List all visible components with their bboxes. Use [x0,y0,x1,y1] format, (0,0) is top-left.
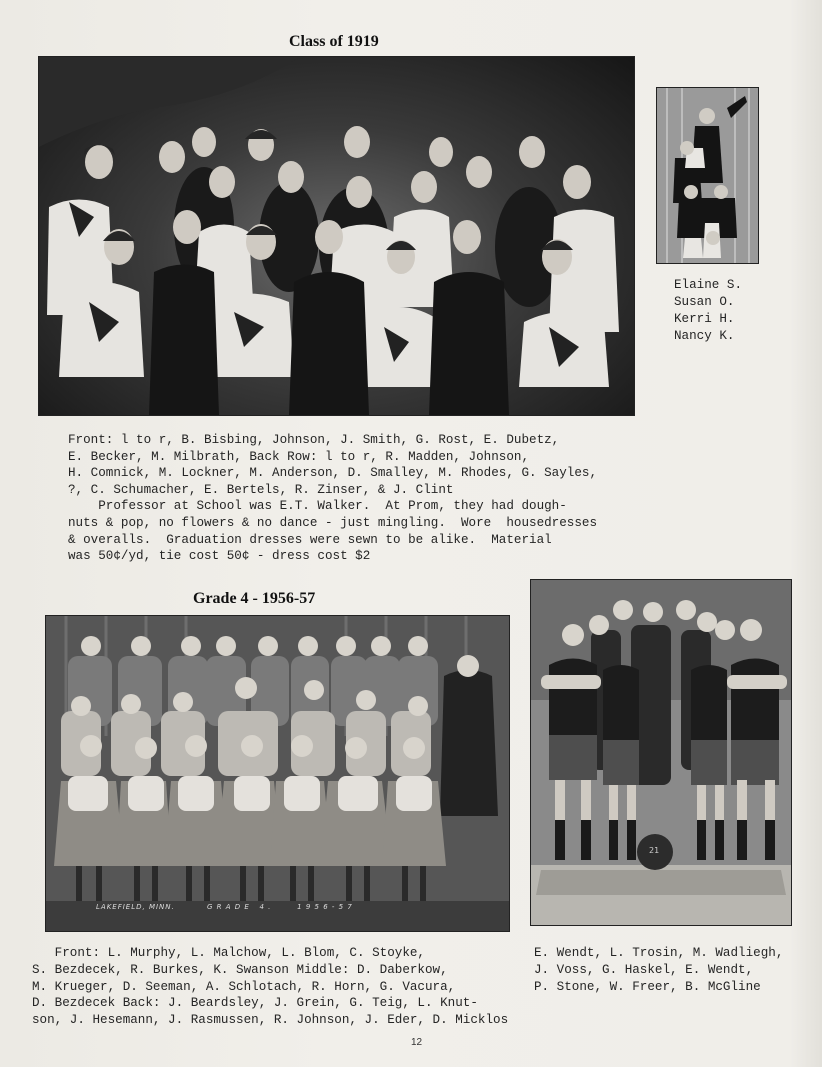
caption-line: son, J. Hesemann, J. Rasmussen, R. Johnson, J. Eder, D. Micklos [32,1013,509,1028]
caption-line: & overalls. Graduation dresses were sewn to be alike. Material [68,532,552,547]
caption-line: D. Bezdecek Back: J. Beardsley, J. Grein, G. Teig, L. Knut- [32,996,478,1011]
caption-line: E. Becker, M. Milbrath, Back Row: l to r, R. Madden, Johnson, [68,449,530,464]
cheerleader-name: Susan O. [674,295,735,309]
grade-4-photo-inscription: LAKEFIELD, MINN. G R A D E 4 . 1 9 5 6 - 5 7 [96,903,353,911]
grade-4-caption [32,945,508,1029]
cheerleader-names [674,277,742,345]
caption-line: Professor at School was E.T. Walker. At Prom, they had dough- [68,499,567,514]
class-1919-heading: Class of 1919 [289,33,379,50]
class-1919-photo-figures [39,57,634,415]
page-number: 12 [411,1037,423,1048]
grade-4-photo-figures [46,616,509,931]
caption-line: Front: l to r, B. Bisbing, Johnson, J. Smith, G. Rost, E. Dubetz, [68,433,560,447]
grade-4-photo [45,615,510,932]
cheerleader-photo-figures [657,88,758,263]
caption-line: E. Wendt, L. Trosin, M. Wadliegh, [534,946,784,960]
caption-line: was 50¢/yd, tie cost 50¢ - dress cost $2 [68,549,371,564]
basketball-team-photo [530,579,792,926]
class-1919-photo [38,56,635,416]
cheerleader-name: Kerri H. [674,312,735,326]
cheerleader-name: Elaine S. [674,278,743,292]
caption-line: Front: L. Murphy, L. Malchow, L. Blom, C. Stoyke, [32,946,425,960]
basketball-label: 21 [649,846,660,855]
caption-line: P. Stone, W. Freer, B. McGline [534,979,761,994]
grade-4-heading: Grade 4 - 1956-57 [193,590,316,607]
caption-line: H. Comnick, M. Lockner, M. Anderson, D. Smalley, M. Rhodes, G. Sayles, [68,466,598,481]
caption-line: S. Bezdecek, R. Burkes, K. Swanson Middle: D. Daberkow, [32,962,448,977]
caption-line: M. Krueger, D. Seeman, A. Schlotach, R. Horn, G. Vacura, [32,979,456,994]
cheerleader-photo [656,87,759,264]
caption-line: J. Voss, G. Haskel, E. Wendt, [534,962,754,977]
cheerleader-name: Nancy K. [674,329,735,343]
basketball-caption [534,945,783,995]
caption-line: ?, C. Schumacher, E. Bertels, R. Zinser, & J. Clint [68,482,454,497]
class-1919-caption [68,432,597,565]
caption-line: nuts & pop, no flowers & no dance - just mingling. Wore housedresses [68,515,598,530]
basketball-team-photo-figures [531,580,791,925]
